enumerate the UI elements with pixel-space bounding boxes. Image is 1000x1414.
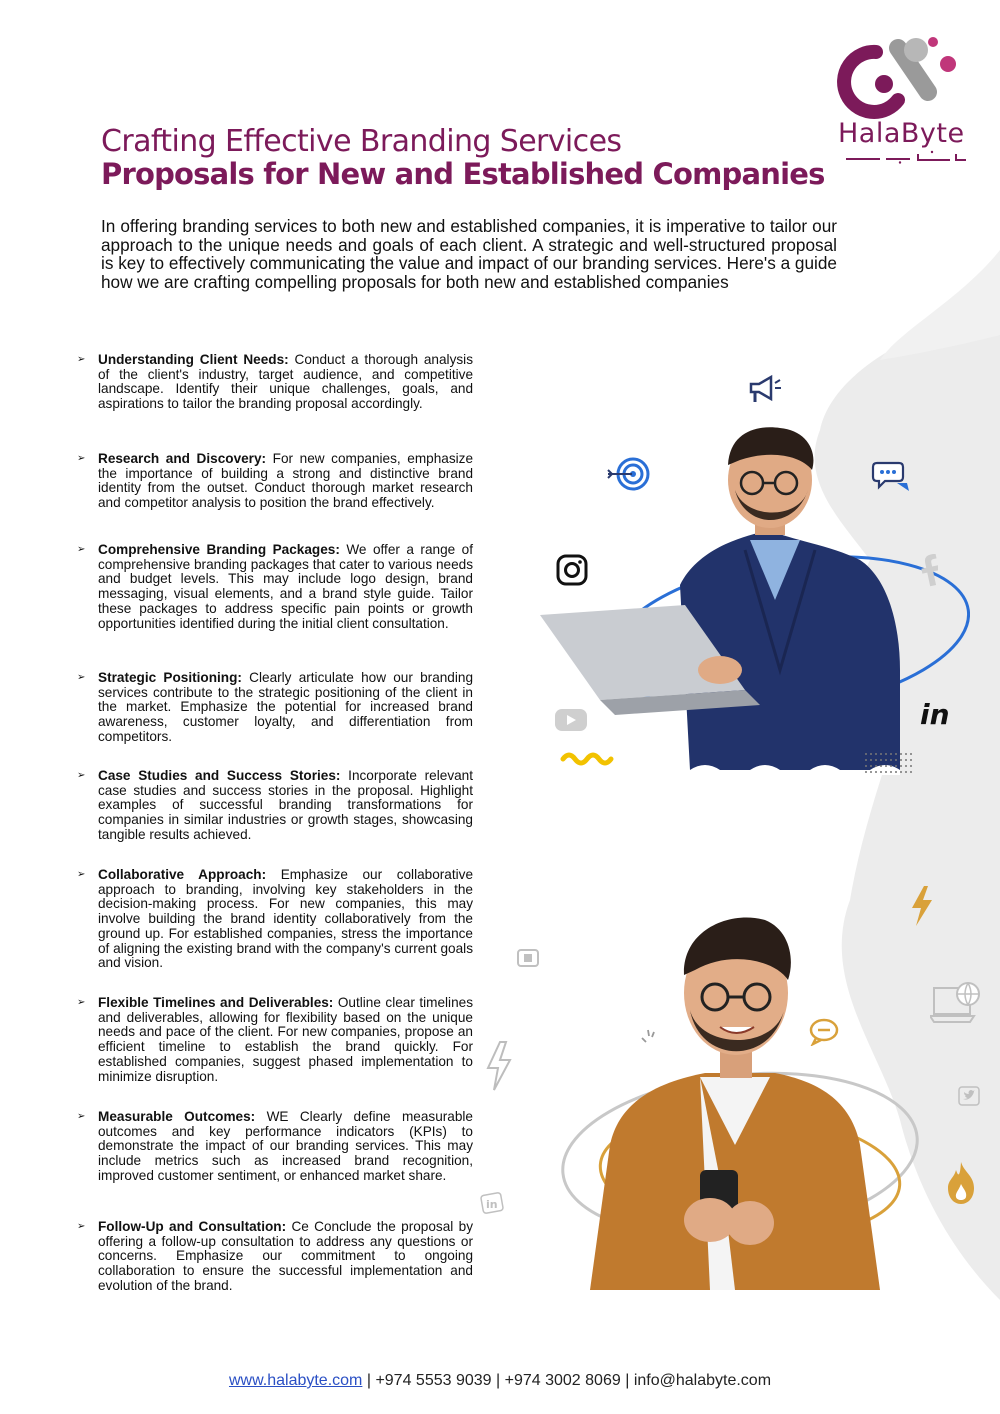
man-with-laptop-illustration (530, 370, 970, 790)
list-item (77, 543, 473, 631)
instagram-icon (555, 553, 589, 587)
laptop-globe-icon (930, 980, 984, 1030)
arrow-bullet-icon: ➢ (77, 453, 86, 464)
fire-icon (944, 1160, 978, 1206)
arrow-bullet-icon: ➢ (77, 544, 86, 555)
list-item (77, 1110, 473, 1184)
bullet-text: Outline clear timelines and deliverables, allowing for flexibility based on the unique needs and pace of the client. For new companies, propose an efficient timeline to establish the brand quickly. For established companies, suggest phased implementation to minimize disruption. (98, 995, 473, 1084)
dot-grid-decoration-icon (864, 752, 916, 778)
bullet-text: Incorporate relevant case studies and success stories in the proposal. Highlight examples of successful branding transformations for companies in similar industries or growth stages, showcasing tangible results achieved. (98, 768, 474, 842)
bullet-heading: Flexible Timelines and Deliverables: (98, 995, 334, 1010)
arrow-bullet-icon: ➢ (77, 997, 86, 1008)
website-link[interactable]: www.halabyte.com (228, 1372, 363, 1389)
svg-text:in: in (486, 1198, 498, 1211)
arrow-bullet-icon: ➢ (77, 1221, 86, 1232)
bullet-heading: Follow-Up and Consultation: (98, 1219, 287, 1234)
phone-number-2[interactable]: +974 3002 8069 (504, 1372, 621, 1389)
arrow-bullet-icon: ➢ (77, 869, 86, 880)
email-address[interactable]: info@halabyte.com (633, 1372, 772, 1389)
chat-bubble-icon (871, 459, 911, 493)
bullet-text: Clearly articulate how our branding services contribute to the strategic positioning of the client in the market. Emphasize the potential for increased brand awareness, customer loyalty, and differentiation from competitors. (98, 670, 474, 744)
brand-name: HalaByte (838, 118, 965, 149)
target-icon (606, 456, 652, 492)
logo-mark (836, 30, 966, 120)
footer-separator: | (496, 1372, 501, 1389)
svg-text:in: in (920, 698, 950, 730)
bullet-heading: Collaborative Approach: (98, 867, 267, 882)
list-item (77, 996, 473, 1084)
page-title-line-1: Crafting Effective Branding Services (101, 124, 622, 159)
list-item (77, 353, 473, 412)
lightning-icon (908, 884, 936, 928)
bullet-heading: Comprehensive Branding Packages: (98, 542, 340, 557)
youtube-icon (553, 707, 589, 733)
megaphone-icon (747, 374, 783, 404)
bullet-text: WE Clearly define measurable outcomes and key performance indicators (KPIs) to demonstrate the impact of our branding services. This may include metrics such as increased brand recognition, improved customer sentiment, or enhanced market share. (98, 1109, 473, 1183)
bullet-heading: Strategic Positioning: (98, 670, 242, 685)
sparkle-lines-icon (638, 1024, 660, 1046)
bullet-text: Ce Conclude the proposal by offering a follow-up consultation to address any questions or concerns. Emphasize our commitment to ongoing collaboration to ensure the successful implementation and evolution of the brand. (98, 1219, 473, 1293)
arrow-bullet-icon: ➢ (77, 1111, 86, 1122)
chat-dots-icon (808, 1018, 840, 1046)
bullet-heading: Understanding Client Needs: (98, 352, 289, 367)
list-item (77, 671, 473, 745)
bullet-heading: Measurable Outcomes: (98, 1109, 256, 1124)
footer-separator: | (366, 1372, 371, 1389)
bullet-text: Emphasize our collaborative approach to branding, involving key stakeholders in the decision-making process. For new companies, this may involve building the brand identity collaboratively from the ground up. For established companies, stress the importance of aligning the existing brand with the company's current goals and vision. (98, 867, 474, 971)
bullet-heading: Research and Discovery: (98, 451, 267, 466)
linkedin-small-icon (480, 1192, 504, 1214)
facebook-icon (918, 554, 942, 588)
bullet-text: For new companies, emphasize the importance of building a strong and distinctive brand identity from the outset. Conduct thorough market research and competitor analysis to position the brand effectively. (98, 451, 474, 511)
list-item (77, 1220, 473, 1294)
arrow-bullet-icon: ➢ (77, 672, 86, 683)
bullet-text: Conduct a thorough analysis of the client's industry, target audience, and competitive landscape. Identify their unique challenges, goals, and aspirations to tailor the branding proposal accordingly. (98, 352, 473, 412)
zigzag-decoration-icon (560, 750, 620, 768)
intro-paragraph: In offering branding services to both new and established companies, it is imperative to tailor our approach to the unique needs and goals of each client. A strategic and well-structured proposal is key to effectively communicating the value and impact of our branding services. Here's a guide how we are crafting compelling proposals for both new and established companies (101, 216, 837, 293)
linkedin-icon (918, 698, 954, 730)
bullet-heading: Case Studies and Success Stories: (98, 768, 341, 783)
footer-contact (0, 1372, 1000, 1390)
arrow-bullet-icon: ➢ (77, 770, 86, 781)
list-item (77, 452, 473, 511)
phone-number-1[interactable]: +974 5553 9039 (375, 1372, 492, 1389)
bullet-text: We offer a range of comprehensive branding packages that cater to various needs and budget levels. This may include logo design, brand messaging, visual elements, and a brand style guide. Tailor these packages to address specific pain points or growth opportunities identified during the initial client consultation. (98, 542, 474, 631)
footer-separator: | (625, 1372, 630, 1389)
twitter-icon (958, 1086, 980, 1106)
video-play-icon (516, 948, 540, 968)
list-item (77, 868, 473, 971)
brand-arabic-name (840, 150, 980, 167)
page-title-line-2: Proposals for New and Established Companies (101, 157, 825, 191)
arrow-bullet-icon: ➢ (77, 354, 86, 365)
list-item (77, 769, 473, 843)
halabyte-logo (836, 30, 986, 170)
man-with-phone-illustration (550, 905, 950, 1290)
lightning-outline-icon (484, 1040, 514, 1092)
